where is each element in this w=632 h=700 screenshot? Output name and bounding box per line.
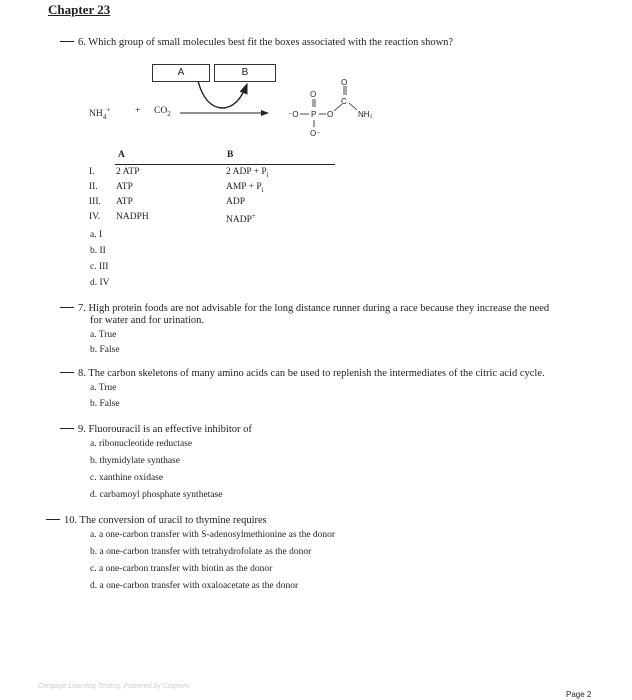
svg-text:O: O	[341, 78, 348, 87]
question-6-text: 6. Which group of small molecules best fit the boxes associated with the reaction shown?	[78, 37, 454, 48]
table-numeral: II.	[89, 182, 98, 192]
table-rule	[115, 164, 335, 165]
box-a: A	[152, 64, 210, 82]
question-7-line2: for water and for urination.	[90, 315, 204, 326]
svg-text:O⁻: O⁻	[310, 129, 321, 138]
reactant-ammonium: $NH_4^+$	[89, 106, 111, 122]
q6-option-c[interactable]: c. III	[90, 262, 109, 272]
q9-option-b[interactable]: b. thymidylate synthase	[90, 456, 180, 466]
svg-text:C: C	[341, 97, 347, 106]
table-header-b: B	[227, 150, 234, 160]
table-numeral: IV.	[89, 212, 101, 222]
svg-text:O: O	[310, 90, 317, 99]
q9-option-c[interactable]: c. xanthine oxidase	[90, 473, 164, 483]
answer-blank[interactable]	[60, 428, 74, 429]
question-8: 8. The carbon skeletons of many amino acids can be used to replenish the intermediates of the citric acid cycle.	[60, 368, 545, 380]
page-number: Page 2	[566, 690, 592, 699]
answer-blank[interactable]	[60, 372, 74, 373]
question-7: 7. High protein foods are not advisable for the long distance runner during a race because they increase the need	[60, 303, 549, 315]
q10-option-d[interactable]: d. a one-carbon transfer with oxaloacetate as the donor	[90, 581, 299, 591]
q7-option-a[interactable]: a. True	[90, 330, 117, 340]
q8-option-b[interactable]: b. False	[90, 399, 120, 409]
q10-option-c[interactable]: c. a one-carbon transfer with biotin as the donor	[90, 564, 273, 574]
table-cell-a: 2 ATP	[116, 167, 140, 177]
q7-option-b[interactable]: b. False	[90, 345, 120, 355]
q9-option-a[interactable]: a. ribonucleotide reductase	[90, 439, 193, 449]
q10-option-b[interactable]: b. a one-carbon transfer with tetrahydrofolate as the donor	[90, 547, 312, 557]
q10-option-a[interactable]: a. a one-carbon transfer with S-adenosylmethionine as the donor	[90, 530, 336, 540]
table-cell-b: ADP	[226, 197, 246, 207]
carbamoyl-phosphate-structure	[284, 76, 404, 140]
svg-text:P: P	[311, 110, 317, 119]
q6-option-a[interactable]: a. I	[90, 230, 103, 240]
table-cell-a: ATP	[116, 182, 133, 192]
table-cell-b: NADP+	[226, 212, 256, 226]
table-cell-b: 2 ADP + $P_i$	[226, 167, 269, 179]
table-header-a: A	[118, 150, 125, 160]
answer-blank[interactable]	[60, 307, 74, 308]
question-9: 9. Fluorouracil is an effective inhibitor of	[60, 424, 252, 436]
answer-blank[interactable]	[46, 519, 60, 520]
svg-text:O: O	[327, 110, 334, 119]
table-numeral: I.	[89, 167, 95, 177]
chapter-title: Chapter 23	[48, 2, 111, 17]
q6-option-b[interactable]: b. II	[90, 246, 106, 256]
table-numeral: III.	[89, 197, 101, 207]
footer-watermark: Cengage Learning Testing, Powered by Cognero	[38, 683, 190, 690]
q9-option-d[interactable]: d. carbamoyl phosphate synthetase	[90, 490, 223, 500]
q6-option-d[interactable]: d. IV	[90, 278, 110, 288]
box-b: B	[214, 64, 276, 82]
q8-option-a[interactable]: a. True	[90, 383, 117, 393]
svg-text:NH₂: NH₂	[358, 110, 373, 119]
table-cell-b: AMP + $P_i$	[226, 182, 264, 194]
table-cell-a: ATP	[116, 197, 133, 207]
reactant-co2: $CO_2$	[154, 106, 171, 118]
table-cell-a: NADPH	[116, 212, 149, 222]
question-10: 10. The conversion of uracil to thymine requires	[46, 515, 267, 527]
svg-text:⁻O: ⁻O	[288, 110, 299, 119]
plus-sign: +	[135, 106, 141, 116]
